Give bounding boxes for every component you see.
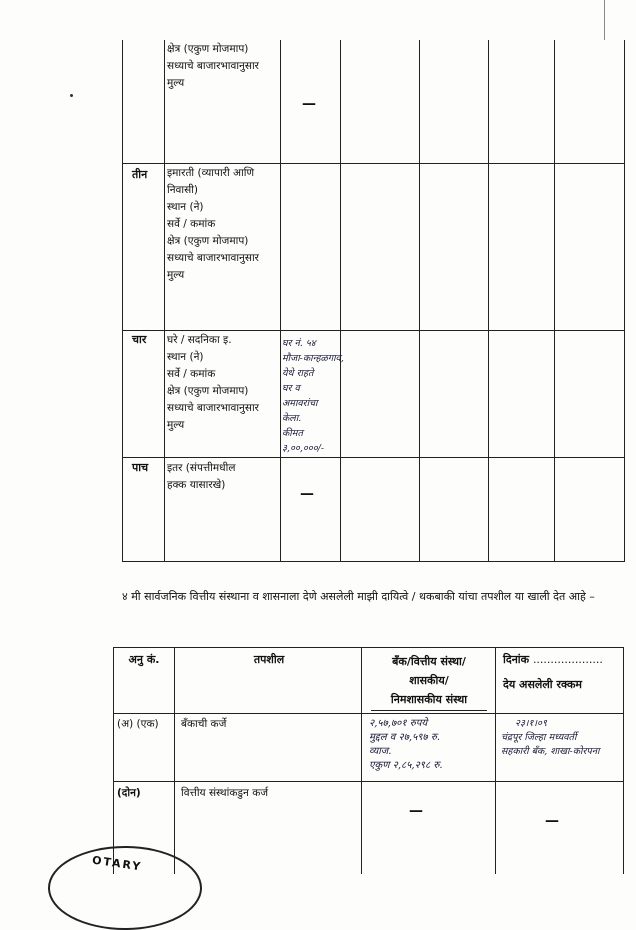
row-description: इतर (संपत्तीमधील हक्क यासारखे) bbox=[167, 462, 236, 491]
empty-value-dash: — bbox=[302, 96, 316, 112]
row-number: पाच bbox=[132, 461, 149, 474]
empty-value-dash: — bbox=[545, 813, 559, 829]
row-description: इमारती (व्यापारी आणि निवासी) स्थान (ने) सर्वे / कमांक क्षेत्र (एकुण मोजमाप) सध्याचे बाजारभावानुसार मुल्य bbox=[167, 167, 259, 281]
header-date: दिनांक .................... bbox=[503, 653, 603, 666]
property-table bbox=[122, 40, 625, 562]
details-cell: वित्तीय संस्थांकडुन कर्ज bbox=[181, 787, 269, 799]
liabilities-table bbox=[113, 647, 624, 874]
notary-stamp-text: OTARY bbox=[91, 853, 144, 874]
speck bbox=[70, 94, 73, 97]
handwritten-loan-amount: २,५७,७०१ रुपये मुद्दल व २७,५९७ रु. व्याज. एकुण २,८५,२९८ रु. bbox=[369, 718, 443, 771]
header-underline bbox=[371, 710, 487, 711]
row-description: क्षेत्र (एकुण मोजमाप) सध्याचे बाजारभावानुसार मुल्य bbox=[167, 43, 259, 89]
liabilities-intro-paragraph: ४ मी सार्वजनिक वित्तीय संस्थाना व शासनाला देणे असलेली माझी दायित्वे / थकबाकी यांचा तपशील या खाली देत आहे – bbox=[122, 590, 595, 603]
details-cell: बँकाची कर्जे bbox=[181, 718, 227, 730]
serial-cell: (अ) (एक) bbox=[117, 718, 159, 730]
row-description: घरे / सदनिका इ. स्थान (ने) सर्वे / कमांक क्षेत्र (एकुण मोजमाप) सध्याचे बाजारभावानुसार मुल्य bbox=[167, 334, 259, 431]
row-number: चार bbox=[132, 333, 147, 346]
header-details: तपशील bbox=[253, 653, 285, 666]
serial-cell: (दोन) bbox=[117, 787, 141, 799]
header-amount: देय असलेली रक्कम bbox=[503, 678, 583, 691]
handwritten-property-value: घर नं. ५४ मौजा-कान्हळगाव, येथे राहते घर व अमावरांचा केला. कीमत ३,००,०००/- bbox=[282, 338, 344, 454]
header-institution: बँक/वित्तीय संस्था/ शासकीय/ निमशासकीय संस्था bbox=[390, 655, 468, 706]
handwritten-date-and-bank: २३।१।०९ चंद्रपूर जिल्हा मध्यवर्ती सहकारी बँक, शाखा-कोरपना bbox=[501, 718, 600, 757]
empty-value-dash: — bbox=[409, 803, 423, 819]
empty-value-dash: — bbox=[300, 486, 314, 502]
page-edge bbox=[604, 0, 605, 40]
row-number: तीन bbox=[132, 168, 148, 181]
header-serial: अनु कं. bbox=[128, 653, 160, 666]
